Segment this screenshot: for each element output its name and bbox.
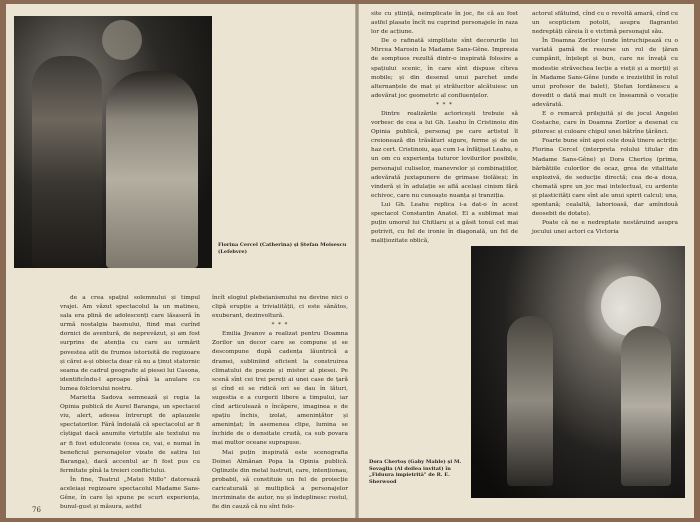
stage-ornament	[102, 20, 142, 60]
paragraph: Emilia Jivanov a realizat pentru Doamna Zorilor un decor care se compune și se descompune după cadența lăuntrică a dramei, subliniind eficient la construirea climatului de poezie și mister al piesei. Pe scenă sînt cei trei pereți ai unei case de țară și cînd ei se ridică ori se dau în lături, sugestia e a curgerii libere a timpului, iar cînd articulează o încăpere, imaginea e de spațiu închis, izolat, amenințător și amenințat; în asemenea clipe, lumina se închide de o densitate crudă, ca sub povara mai multor oceane suprapuse.	[212, 331, 348, 447]
paragraph: E o remarcă prilejuită și de jocul Angelei Costache, care în Doamna Zorilor a desenat cu pitoresc și culoare chipul unei bătrîne țărănci.	[532, 111, 678, 136]
paragraph: actorul sfătuind, cînd cu o revoltă amară, cînd cu un scepticism potolit, asupra flagrantei nedreptăți căreia îi e victimă personajul său.	[532, 11, 678, 36]
left-page-column-1	[60, 294, 200, 512]
section-divider: * * *	[436, 101, 453, 108]
stage-photo-catherina-lefebvre	[14, 16, 212, 268]
paragraph: de a crea spațiul solemnului și timpul vrajei. Am văzut spectacolul la un matineu, sala era plină de adolescenți care lăsaseră în urmă nostalgia basmului, fiind mai curînd dornici de aventură, de neprevăzut, și am fost surprins de atenția cu care au urmărit povestea atît de frumos istorisită de regizoare și cărei a-și obiecta doar că nu a ținut statornic seama de cadrul geografic al piesei lui Casona, identificîndu-l aproape pînă la anulare cu lumea folclorului nostru.	[60, 295, 200, 392]
photo-caption-top: Florina Cercel (Catherina) și Ștefan Moisescu (Lefebvre)	[218, 242, 347, 255]
paragraph: Poate că ne e nedreptate nestăruind asupra jocului unei actori ca Victoria	[532, 220, 678, 236]
paragraph: De o rafinată simplitate sînt decorurile lui Mircea Marosin la Madame Sans-Gêne. Impresia de somptuos rezultă dintr-o inspirată folosire a spațiului scenic, în care sînt dispuse cîteva mobile; și din desenul unui parchet unde alternanțele de mat și strălucitor alcătuiesc un adevărat joc geometric al confluențelor.	[371, 38, 518, 99]
paragraph: Marietta Sadova semnează și regia la Opinia publică de Aurel Baranga, un spectacol viu, alert, adesea întrerupt de aplauzele spectatorilor. Fără îndoială că spectacolul ar fi cîștigat dacă anumite virtuțile ale textului nu ar fi fost edulcorate (ceea ce, vai, e numai în beneficiul personajelor vizate de satira lui Baranga), dacă accentul ar fi fost pus cu fermitate pînă la treieri conflictului.	[60, 395, 200, 474]
paragraph: Foarte bune sînt apoi cele două tinere actrițe: Florina Cercel (interpreta rolului titular din Madame Sans-Gêne) și Dora Chertoș (prima, bărbătiile culorilor de ocaz, grea de vitalitate explozivă, de seducție directă; cea de-a doua, chemată spre un joc mai intelectual, cu ardente și plasticități care sînt ale unui spirit calcul; una, spontană; cealaltă, laborioasă, dar amîndouă deosebit de dotate).	[532, 138, 678, 218]
paragraph: În fine, Teatrul „Matei Millo" datorează aceleiași regizoare spectacolul Madame Sans-Gêne, în care își spune pe scurt experiența, bunul-gust și măsura, astfel	[60, 476, 200, 511]
paragraph: Mai puțin inspirată este scenografia Doinei Almănan Popa la Opinia publică. Oglinzile din metal lustruit, care, intenționau, probabil, să constituie un fel de proiecție caricaturală și multiplică a personajelor incriminate de autor, nu și îndeplinesc rostul, fie din cauză că nu sînt folo-	[212, 449, 348, 511]
actor-figure-left	[507, 316, 553, 486]
actor-figure-right	[621, 326, 671, 486]
left-page-column-2	[212, 294, 348, 512]
actress-figure-right	[106, 71, 198, 268]
right-page-column-2	[532, 10, 678, 237]
right-page	[359, 4, 694, 518]
paragraph: Lui Gh. Leahu replica i-a dat-o în acest spectacol Constantin Anatol. El a sublimat mai puțin umorul lui Chitlaru și a găsit tonul cel mai potrivit, cu fel de ironie în diagonală, un fel de malițiozitate oblică,	[371, 201, 518, 245]
photo-caption-bottom: Dora Chertoș (Gaby Mahle) și M. Sovaglia (Al doilea invitat) în „Fiduura impietrită" de R. E. Sherwood	[369, 459, 462, 485]
stage-photo-padurea-impietrita	[471, 246, 685, 498]
paragraph: În Doamna Zorilor (unde întruchipează cu o variată gamă de resurse un rol de țăran cumpănit, înțelept și bun, care ne învață cu modestie străvechea lecție a vieții și a morții) și în Madame Sans-Gêne (unde e irezistibil în rolul unui profesor de balet), Ștefan Iordănescu a dovedit o dată mai mult ce înseamnă o vocație adevărată.	[532, 38, 678, 108]
paragraph: Dintre realizările actoricești trebuie să vorbesc de cea a lui Gh. Leahu în Cristinoiu din Opinia publică, personaj pe care artistul îl creionează din trăsături sigure, ferme și de un haz cert. Cristinoiu, aşa cum l-a înfățișat Leahu, e un om cu experiența tuturor lovilurilor posibile, personajul culiselor, manevrelor și combinațiilor, adevărată juxtapunere de grimase tiolăieși; în vinderă și în adulație se află același cinism fără echivoc, care nu cunoaște nuanța și tranziția.	[371, 110, 518, 199]
actor-figure-left	[32, 56, 102, 268]
paragraph: site cu știință, neimplicate în joc, fie că au fost astfel plasate încît nu cuprind personajele în raza lor de acțiune.	[371, 11, 518, 36]
page-number: 76	[32, 506, 41, 514]
right-page-column-1	[371, 10, 518, 246]
section-divider: * * *	[271, 322, 289, 329]
paragraph: încît elogiul plebeianismului nu devine nici o clipă erupție a trivialității, ci este sănătos, exuberant, dezinvoltură.	[212, 295, 348, 320]
left-page	[6, 4, 355, 518]
book-spread	[6, 4, 694, 518]
